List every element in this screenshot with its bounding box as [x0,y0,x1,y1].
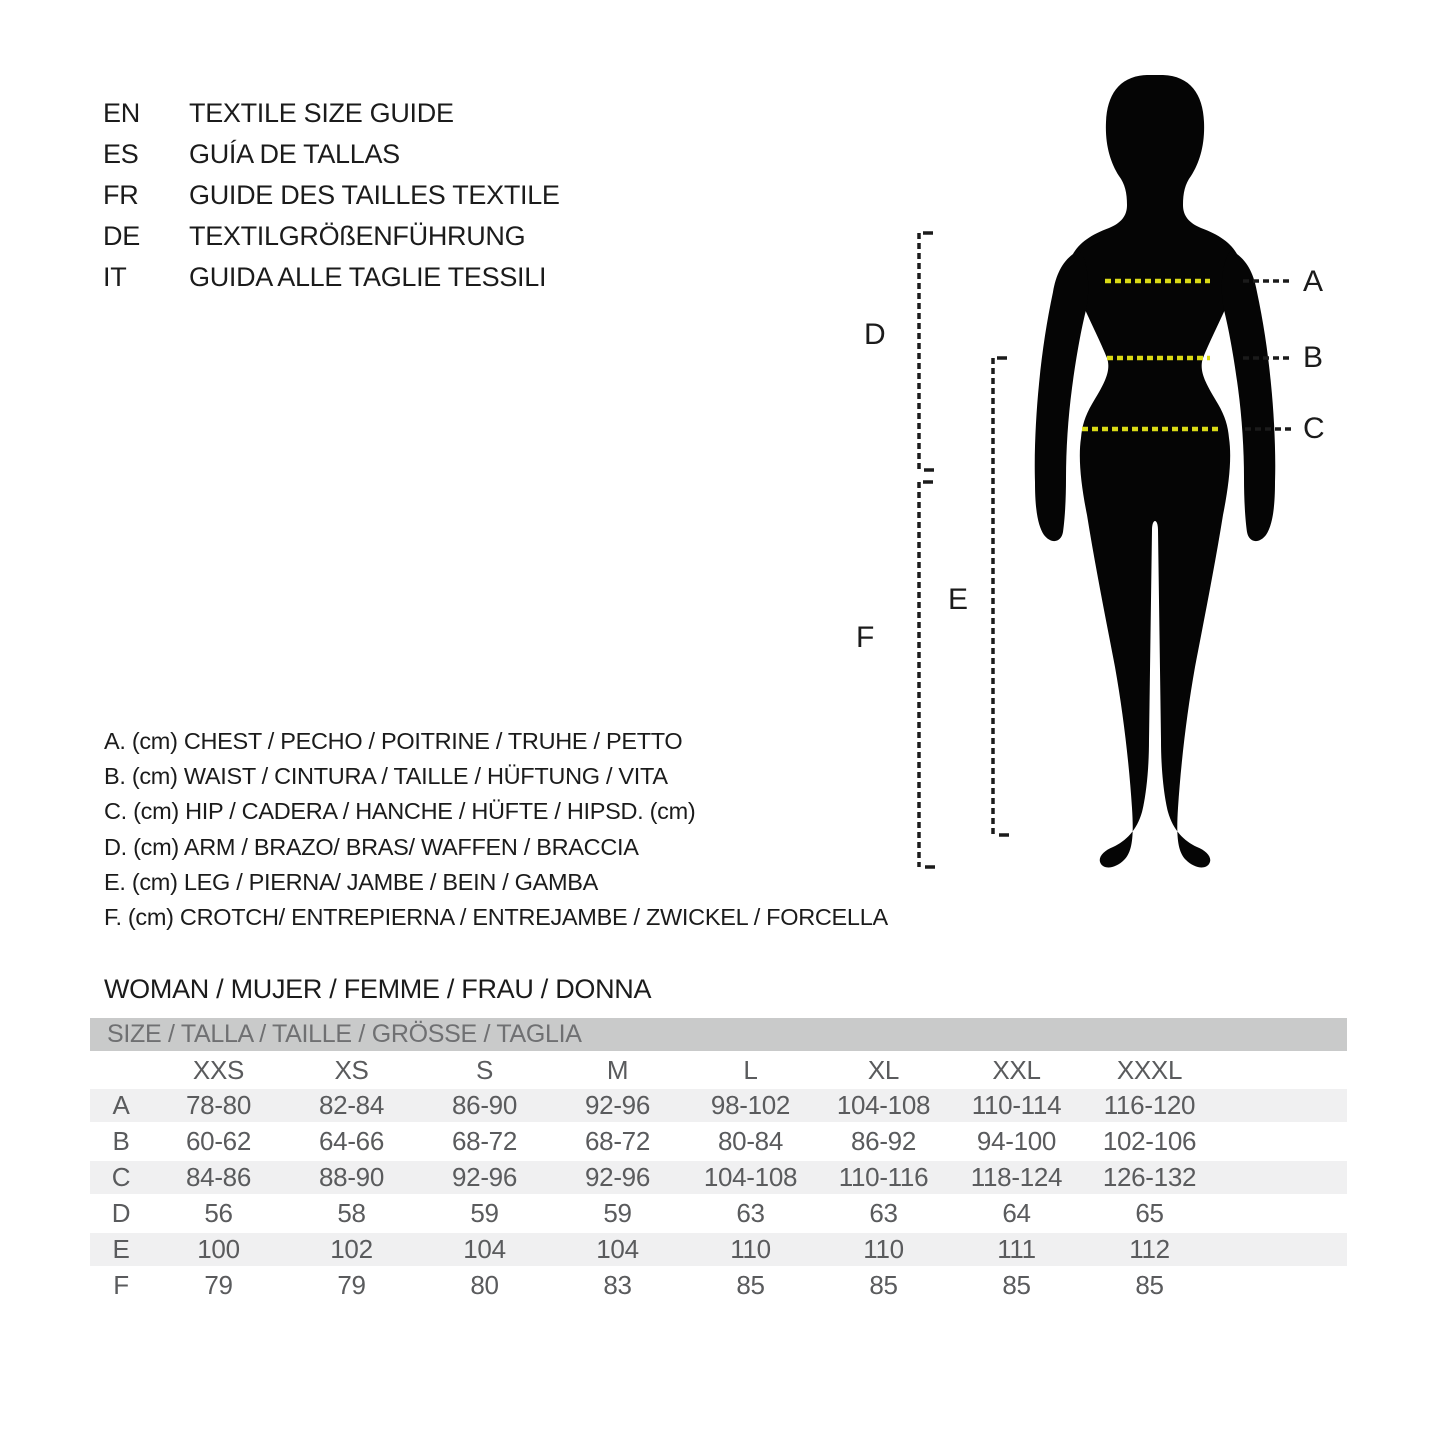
value-cell: 86-92 [817,1124,950,1160]
size-header-M: M [606,1054,629,1085]
language-row-de [103,216,560,257]
language-title-list [103,93,560,298]
legend-item-leg: E. (cm) LEG / PIERNA/ JAMBE / BEIN / GAMBA [104,868,599,895]
value-cell: 79 [152,1268,285,1304]
value-cell: 98-102 [684,1089,817,1124]
row-label-cell: B [90,1124,152,1160]
row-label-cell: E [90,1232,152,1268]
legend-item-crotch: F. (cm) CROTCH/ ENTREPIERNA / ENTREJAMBE / ZWICKEL / FORCELLA [104,904,888,931]
language-code: ES [103,139,139,169]
value-cell: 86-90 [418,1089,551,1124]
label-chest: A [1303,265,1323,298]
value-cell: 80-84 [684,1124,817,1160]
value-cell: 88-90 [285,1160,418,1196]
guide-title: TEXTILGRÖßENFÜHRUNG [189,221,526,251]
size-header-XXXL: XXXL [1116,1054,1183,1085]
value-cell: 56 [152,1196,285,1232]
language-row-en [103,93,560,134]
size-table [90,1018,1347,1305]
language-code: IT [103,262,127,292]
value-cell: 58 [285,1196,418,1232]
label-waist: B [1303,341,1323,374]
label-leg: E [948,583,968,616]
value-cell: 85 [1083,1268,1216,1304]
value-cell: 63 [684,1196,817,1232]
body-measurement-diagram [850,60,1350,890]
value-cell: 82-84 [285,1089,418,1124]
filler-cell [1216,1268,1347,1304]
value-cell: 94-100 [950,1124,1083,1160]
value-cell: 85 [950,1268,1083,1304]
language-row-it [103,257,560,298]
value-cell: 104-108 [684,1160,817,1196]
label-arm: D [864,318,886,351]
value-cell: 60-62 [152,1124,285,1160]
legend-item-hip: C. (cm) HIP / CADERA / HANCHE / HÜFTE / HIPSD. (cm) [104,798,696,825]
value-cell: 59 [551,1196,684,1232]
value-cell: 64-66 [285,1124,418,1160]
woman-right-arm [1222,251,1276,541]
woman-left-arm [1035,251,1089,541]
value-cell: 84-86 [152,1160,285,1196]
size-table-sizes-row [90,1051,1347,1089]
measurement-legend [104,724,888,935]
size-table-grid [90,1051,1347,1305]
label-crotch: F [856,621,875,654]
filler-cell [1216,1124,1347,1160]
value-cell: 116-120 [1083,1089,1216,1124]
value-cell: 79 [285,1268,418,1304]
language-code: DE [103,221,140,251]
label-hip: C [1303,412,1325,445]
value-cell: 110 [684,1232,817,1268]
size-table-header-bar: SIZE / TALLA / TAILLE / GRÖSSE / TAGLIA [90,1018,1347,1051]
value-cell: 110-114 [950,1089,1083,1124]
size-table-row-D [90,1196,1347,1232]
value-cell: 68-72 [418,1124,551,1160]
size-header-L: L [743,1054,758,1085]
value-cell: 65 [1083,1196,1216,1232]
language-code: FR [103,180,139,210]
value-cell: 110 [817,1232,950,1268]
value-cell: 126-132 [1083,1160,1216,1196]
value-cell: 102 [285,1232,418,1268]
section-title-woman: WOMAN / MUJER / FEMME / FRAU / DONNA [104,974,652,1004]
value-cell: 68-72 [551,1124,684,1160]
value-cell: 64 [950,1196,1083,1232]
size-table-row-C [90,1160,1347,1196]
size-header-S: S [475,1054,494,1085]
value-cell: 92-96 [551,1160,684,1196]
value-cell: 104 [551,1232,684,1268]
value-cell: 92-96 [551,1089,684,1124]
size-header-filler [1216,1051,1347,1089]
guide-title: GUIDA ALLE TAGLIE TESSILI [189,262,547,292]
value-cell: 102-106 [1083,1124,1216,1160]
legend-item-waist: B. (cm) WAIST / CINTURA / TAILLE / HÜFTUNG / VITA [104,763,668,790]
value-cell: 100 [152,1232,285,1268]
value-cell: 59 [418,1196,551,1232]
guide-title: TEXTILE SIZE GUIDE [189,98,454,128]
value-cell: 63 [817,1196,950,1232]
value-cell: 112 [1083,1232,1216,1268]
row-label-cell: A [90,1089,152,1124]
value-cell: 111 [950,1232,1083,1268]
size-header-XXS: XXS [192,1054,245,1085]
row-label-cell: F [90,1268,152,1304]
woman-silhouette [1070,75,1241,867]
size-table-row-E [90,1232,1347,1268]
language-row-es [103,134,560,175]
value-cell: 118-124 [950,1160,1083,1196]
guide-title: GUÍA DE TALLAS [189,139,400,169]
size-table-row-F [90,1268,1347,1304]
legend-item-chest: A. (cm) CHEST / PECHO / POITRINE / TRUHE / PETTO [104,728,683,754]
filler-cell [1216,1196,1347,1232]
legend-item-arm: D. (cm) ARM / BRAZO/ BRAS/ WAFFEN / BRACCIA [104,833,639,860]
value-cell: 85 [684,1268,817,1304]
value-cell: 110-116 [817,1160,950,1196]
size-table-row-B [90,1124,1347,1160]
value-cell: 92-96 [418,1160,551,1196]
size-header-XS: XS [334,1054,369,1085]
value-cell: 85 [817,1268,950,1304]
filler-cell [1216,1089,1347,1124]
value-cell: 78-80 [152,1089,285,1124]
value-cell: 83 [551,1268,684,1304]
size-header-XL: XL [867,1054,900,1085]
value-cell: 104-108 [817,1089,950,1124]
language-row-fr [103,175,560,216]
size-header-XXL: XXL [992,1054,1041,1085]
row-label-cell: D [90,1196,152,1232]
size-table-row-A [90,1089,1347,1124]
filler-cell [1216,1160,1347,1196]
filler-cell [1216,1232,1347,1268]
guide-title: GUIDE DES TAILLES TEXTILE [189,180,560,210]
size-header-empty-cell [90,1051,152,1089]
value-cell: 104 [418,1232,551,1268]
value-cell: 80 [418,1268,551,1304]
row-label-cell: C [90,1160,152,1196]
language-code: EN [103,98,140,128]
size-table-body [90,1089,1347,1304]
